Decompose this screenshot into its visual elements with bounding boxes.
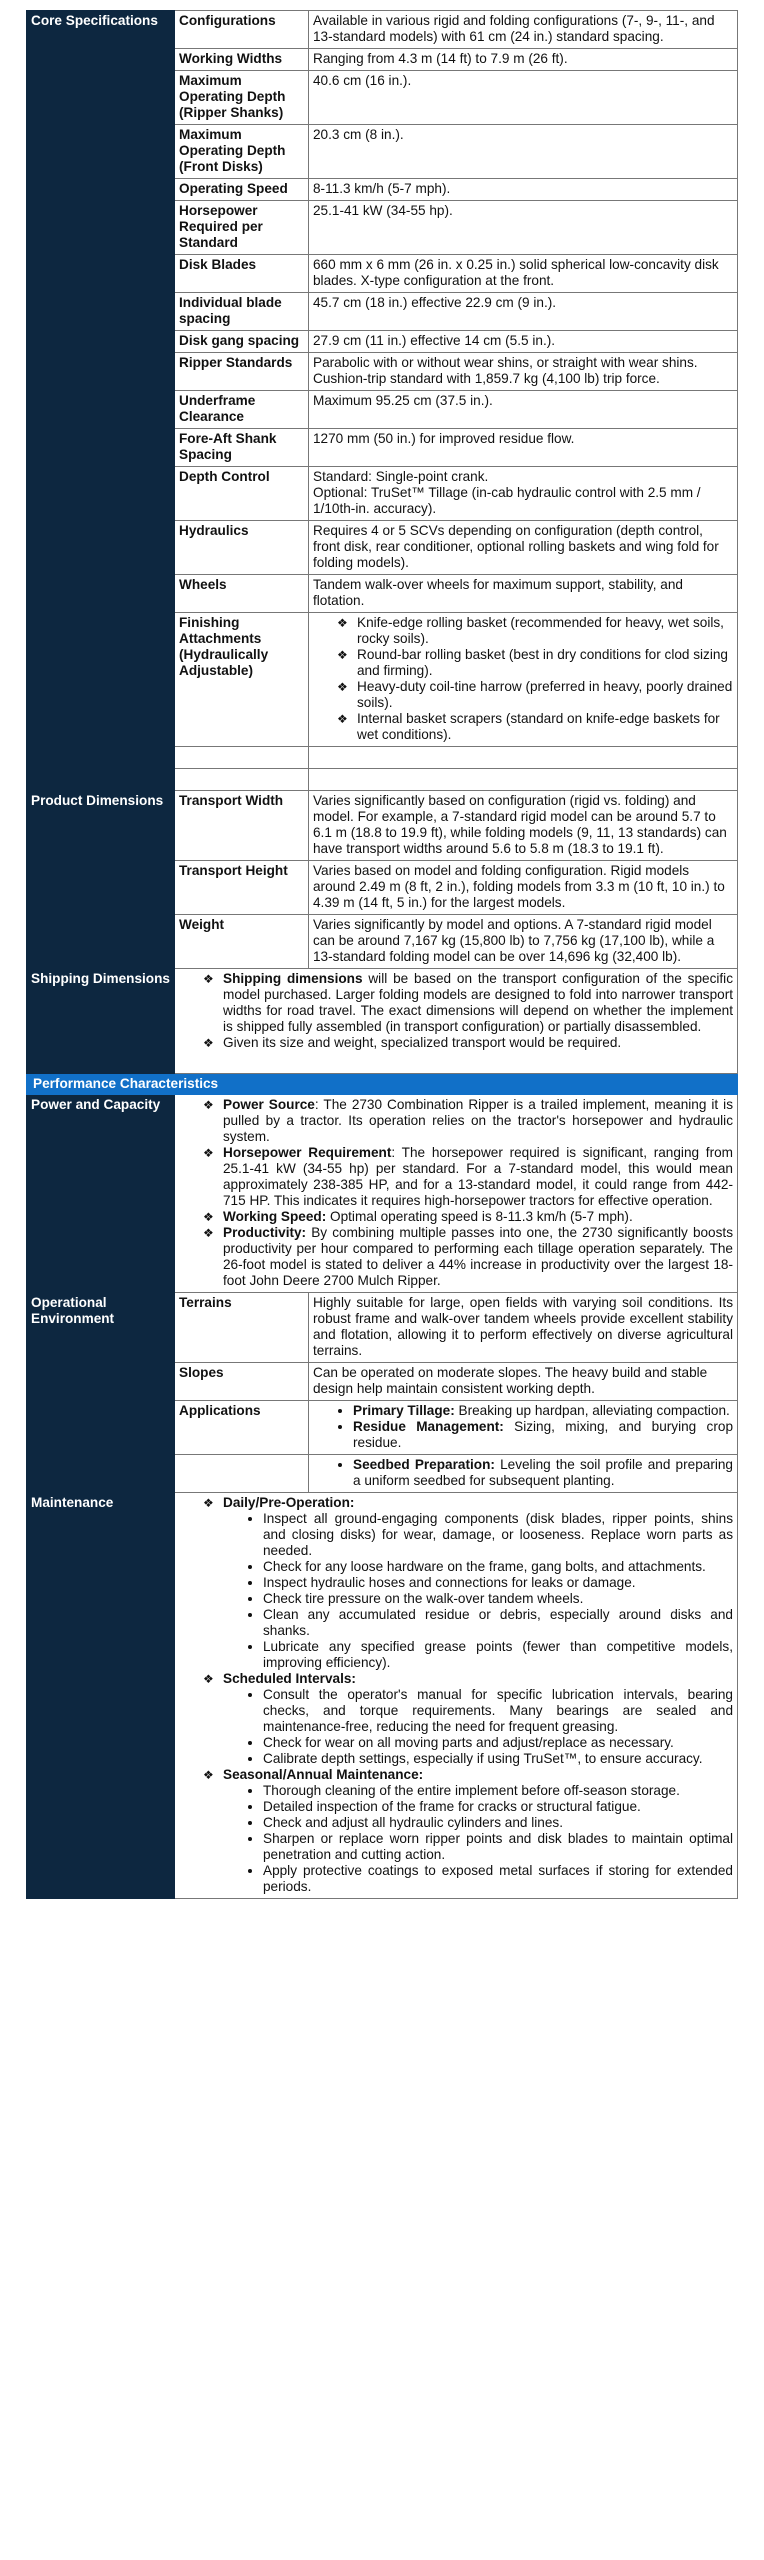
list-item: • Thorough cleaning of the entire implement before off-season storage. <box>263 1783 733 1799</box>
list-item: • Calibrate depth settings, especially if using TruSet™, to ensure accuracy. <box>263 1751 733 1767</box>
list-item: ❖ Knife-edge rolling basket (recommended for heavy, wet soils, rocky soils). <box>357 615 733 647</box>
list-item <box>223 1767 733 1895</box>
row-value: 27.9 cm (11 in.) effective 14 cm (5.5 in.). <box>309 331 738 353</box>
list-item: • Inspect hydraulic hoses and connections for leaks or damage. <box>263 1575 733 1591</box>
category-core-specifications: Core Specifications <box>27 11 175 791</box>
applications-list <box>313 1403 733 1451</box>
list-item <box>223 1097 733 1145</box>
row-label: Depth Control <box>175 467 309 521</box>
daily-list <box>223 1511 733 1671</box>
finishing-attachments-list <box>313 615 733 743</box>
row-label: Configurations <box>175 11 309 49</box>
list-item: • Detailed inspection of the frame for cracks or structural fatigue. <box>263 1799 733 1815</box>
term-text: Sizing, mixing, and burying crop residue. <box>353 1419 734 1450</box>
table-row <box>27 1095 738 1293</box>
row-label: Individual blade spacing <box>175 293 309 331</box>
term: Power Source <box>223 1097 315 1112</box>
row-label: Underframe Clearance <box>175 391 309 429</box>
list-item <box>223 1225 733 1289</box>
row-label: Operating Speed <box>175 179 309 201</box>
list-item: • Check tire pressure on the walk-over tandem wheels. <box>263 1591 733 1607</box>
group-title: Daily/Pre-Operation: <box>223 1495 355 1510</box>
table-row <box>27 1493 738 1899</box>
row-label: Applications <box>175 1401 309 1455</box>
table-row <box>27 791 738 861</box>
scheduled-list <box>223 1687 733 1767</box>
list-item <box>223 1209 733 1225</box>
depth-control-optional: Optional: TruSet™ Tillage (in-cab hydraulic control with 2.5 mm / 1/10th-in. accuracy). <box>313 485 701 516</box>
list-item: • Check for wear on all moving parts and adjust/replace as necessary. <box>263 1735 733 1751</box>
shipping-details <box>175 969 738 1074</box>
row-value: Varies significantly by model and options. A 7-standard rigid model can be around 7,167 kg (15,800 lb) to 7,756 kg (17,100 lb), while a 13-standard folding model can be over 14,696 kg (32,400 lb). <box>309 915 738 969</box>
row-value: Requires 4 or 5 SCVs depending on configuration (depth control, front disk, rear conditioner, optional rolling baskets and wing fold for folding models). <box>309 521 738 575</box>
row-label: Disk gang spacing <box>175 331 309 353</box>
term-text: By combining multiple passes into one, the 2730 significantly boosts productivity per hour compared to performing each tillage operation separately. The 26-foot model is stated to deliver a 44% increase in productivity over the largest 18-foot John Deere 2700 Mulch Ripper. <box>223 1225 733 1288</box>
row-label: Maximum Operating Depth (Ripper Shanks) <box>175 71 309 125</box>
row-value: Maximum 95.25 cm (37.5 in.). <box>309 391 738 429</box>
row-label: Transport Width <box>175 791 309 861</box>
row-label: Horsepower Required per Standard <box>175 201 309 255</box>
list-item <box>353 1403 733 1419</box>
list-item: • Sharpen or replace worn ripper points and disk blades to maintain optimal penetration and cutting action. <box>263 1831 733 1863</box>
category-maintenance: Maintenance <box>27 1493 175 1899</box>
term: Seedbed Preparation: <box>353 1457 495 1472</box>
spec-document <box>26 10 738 1899</box>
term-text: Breaking up hardpan, alleviating compaction. <box>454 1403 730 1418</box>
term-text: : The 2730 Combination Ripper is a trailed implement, meaning it is pulled by a tractor. Its operation relies on the tractor's horsepower and hydraulic system. <box>223 1097 733 1144</box>
category-shipping-dimensions: Shipping Dimensions <box>27 969 175 1074</box>
term-text: : The horsepower required is significant, ranging from 25.1-41 kW (34-55 hp) per standard. For a 7-standard model, this would mean approximately 238-385 HP, and for a 13-standard model, it could range from 442-715 HP. This indicates it requires high-horsepower tractors for effective operation. <box>223 1145 733 1208</box>
list-item <box>223 1495 733 1671</box>
list-item: • Check and adjust all hydraulic cylinders and lines. <box>263 1815 733 1831</box>
table-row <box>27 1074 738 1095</box>
list-item: ❖ Round-bar rolling basket (best in dry conditions for clod sizing and firming). <box>357 647 733 679</box>
term-text: Optimal operating speed is 8-11.3 km/h (5-7 mph). <box>326 1209 633 1224</box>
category-continued <box>27 1455 175 1493</box>
row-label: Disk Blades <box>175 255 309 293</box>
list-item: • Consult the operator's manual for specific lubrication intervals, bearing checks, and torque requirements. Many bearings are sealed and maintenance-free, reducing the need for frequent greasing. <box>263 1687 733 1735</box>
list-item: • Apply protective coatings to exposed metal surfaces if storing for extended periods. <box>263 1863 733 1895</box>
list-item <box>353 1419 733 1451</box>
group-title: Seasonal/Annual Maintenance: <box>223 1767 424 1782</box>
row-label: Hydraulics <box>175 521 309 575</box>
list-item: ❖ Given its size and weight, specialized transport would be required. <box>223 1035 733 1051</box>
row-value: 1270 mm (50 in.) for improved residue flow. <box>309 429 738 467</box>
row-label: Finishing Attachments (Hydraulically Adjustable) <box>175 613 309 747</box>
category-product-dimensions: Product Dimensions <box>27 791 175 969</box>
row-value: 20.3 cm (8 in.). <box>309 125 738 179</box>
row-value: Varies significantly based on configuration (rigid vs. folding) and model. For example, a 7-standard rigid model can be around 5.7 to 6.1 m (18.8 to 19.9 ft), while folding models (9, 11, 13 standards) can have transport widths around 5.6 to 5.8 m (18.3 to 19.1 ft). <box>309 791 738 861</box>
table-row <box>27 1293 738 1363</box>
list-item <box>223 1671 733 1767</box>
shipping-list <box>179 971 733 1051</box>
row-label: Slopes <box>175 1363 309 1401</box>
term: Productivity: <box>223 1225 307 1240</box>
list-item <box>353 1457 733 1489</box>
row-value: Parabolic with or without wear shins, or straight with wear shins. Cushion-trip standard with 1,859.7 kg (4,100 lb) trip force. <box>309 353 738 391</box>
spec-table <box>26 10 738 1899</box>
row-label: Working Widths <box>175 49 309 71</box>
maintenance-details <box>175 1493 738 1899</box>
shipping-dimensions-text: will be based on the transport configuration of the specific model purchased. Larger folding models are designed to fold into narrower transport widths for road travel. The exact dimensions will depend on whether the implement is shipped fully assembled (in transport configuration) or partially disassembled. <box>223 971 733 1034</box>
term: Residue Management: <box>353 1419 504 1434</box>
depth-control-standard: Standard: Single-point crank. <box>313 469 489 484</box>
list-item: ❖ Internal basket scrapers (standard on knife-edge baskets for wet conditions). <box>357 711 733 743</box>
row-value: Highly suitable for large, open fields with varying soil conditions. Its robust frame and walk-over tandem wheels provide excellent stability and flotation, allowing it to perform effectively on diverse agricultural terrains. <box>309 1293 738 1363</box>
power-capacity-list <box>179 1097 733 1289</box>
seasonal-list <box>223 1783 733 1895</box>
row-label: Weight <box>175 915 309 969</box>
empty-cell <box>175 1455 309 1493</box>
row-value: 25.1-41 kW (34-55 hp). <box>309 201 738 255</box>
term: Primary Tillage: <box>353 1403 455 1418</box>
row-label: Maximum Operating Depth (Front Disks) <box>175 125 309 179</box>
row-value: 8-11.3 km/h (5-7 mph). <box>309 179 738 201</box>
row-label: Ripper Standards <box>175 353 309 391</box>
row-value: Tandem walk-over wheels for maximum support, stability, and flotation. <box>309 575 738 613</box>
list-item: • Clean any accumulated residue or debris, especially around disks and shanks. <box>263 1607 733 1639</box>
section-performance-characteristics: Performance Characteristics <box>27 1074 738 1095</box>
row-value <box>309 1455 738 1493</box>
list-item: • Lubricate any specified grease points (fewer than competitive models, improving efficiency). <box>263 1639 733 1671</box>
row-value: 660 mm x 6 mm (26 in. x 0.25 in.) solid spherical low-concavity disk blades. X-type configuration at the front. <box>309 255 738 293</box>
category-operational-environment: Operational Environment <box>27 1293 175 1455</box>
group-title: Scheduled Intervals: <box>223 1671 356 1686</box>
row-label: Transport Height <box>175 861 309 915</box>
term-text: Leveling the soil profile and preparing a uniform seedbed for subsequent planting. <box>353 1457 733 1488</box>
row-value: 45.7 cm (18 in.) effective 22.9 cm (9 in.). <box>309 293 738 331</box>
row-value: Ranging from 4.3 m (14 ft) to 7.9 m (26 ft). <box>309 49 738 71</box>
list-item <box>223 1145 733 1209</box>
term: Horsepower Requirement <box>223 1145 392 1160</box>
row-value: Available in various rigid and folding configurations (7-, 9-, 11-, and 13-standard models) with 61 cm (24 in.) standard spacing. <box>309 11 738 49</box>
table-row <box>27 969 738 1074</box>
row-label: Terrains <box>175 1293 309 1363</box>
table-row <box>27 1455 738 1493</box>
row-value: 40.6 cm (16 in.). <box>309 71 738 125</box>
maintenance-groups <box>179 1495 733 1895</box>
list-item: ❖ Heavy-duty coil-tine harrow (preferred in heavy, poorly drained soils). <box>357 679 733 711</box>
list-item <box>223 971 733 1035</box>
applications-list-continued <box>313 1457 733 1489</box>
category-power-and-capacity: Power and Capacity <box>27 1095 175 1293</box>
row-value <box>309 1401 738 1455</box>
list-item: • Check for any loose hardware on the frame, gang bolts, and attachments. <box>263 1559 733 1575</box>
row-value <box>309 467 738 521</box>
power-capacity-details <box>175 1095 738 1293</box>
row-label: Fore-Aft Shank Spacing <box>175 429 309 467</box>
shipping-dimensions-term: Shipping dimensions <box>223 971 363 986</box>
list-item: • Inspect all ground-engaging components (disk blades, ripper points, shins and closing disks) for wear, damage, or looseness. Replace worn parts as needed. <box>263 1511 733 1559</box>
table-row <box>27 11 738 49</box>
row-value: Can be operated on moderate slopes. The heavy build and stable design help maintain consistent working depth. <box>309 1363 738 1401</box>
row-label: Wheels <box>175 575 309 613</box>
term: Working Speed: <box>223 1209 327 1224</box>
row-value <box>309 613 738 747</box>
row-value: Varies based on model and folding configuration. Rigid models around 2.49 m (8 ft, 2 in.), folding models from 3.3 m (10 ft, 10 in.) to 4.39 m (14 ft, 5 in.) for the largest models. <box>309 861 738 915</box>
